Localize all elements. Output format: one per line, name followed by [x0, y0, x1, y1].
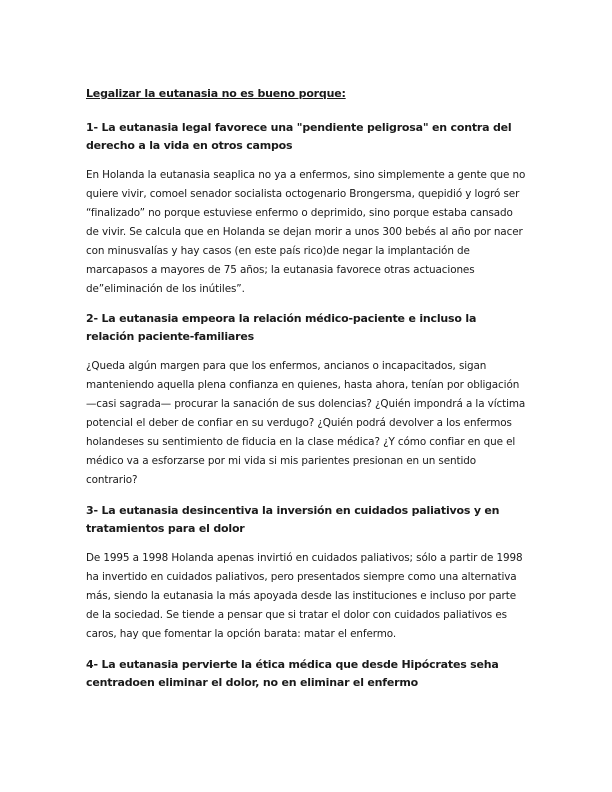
section-2-heading: 2- La eutanasia empeora la relación médico-paciente e incluso la relación paciente-familiares: [86, 312, 477, 343]
section-2-body: ¿Queda algún margen para que los enfermos, ancianos o incapacitados, sigan manteniendo aquella plena confianza en quienes, hasta ahora, tenían por obligación —casi sagrada— procurar la sanación de sus dolencias? ¿Quién impondrá a la víctima potencial el deber de confiar en su verdugo? ¿Quién podrá devolver a los enfermos holandeses su sentimiento de fiducia en la clase médica? ¿Y cómo confiar en que el médico va a esforzarse por mi vida si mis parientes presionan en un sentido contrario?: [86, 360, 526, 486]
section-3-heading: 3- La eutanasia desincentiva la inversión en cuidados paliativos y en tratamientos para el dolor: [86, 504, 500, 535]
section-1-body: En Holanda la eutanasia seaplica no ya a enfermos, sino simplemente a gente que no quiere vivir, comoel senador socialista octogenario Brongersma, quepidió y logró ser “finalizado” no porque estuviese enfermo o deprimido, sino porque estaba cansado de vivir. Se calcula que en Holanda se dejan morir a unos 300 bebés al año por nacer con minusvalías y hay casos (en este país rico)de negar la implantación de marcapasos a mayores de 75 años; la eutanasia favorece otras actuaciones de”eliminación de los inútiles”.: [86, 169, 526, 295]
section-4-heading: 4- La eutanasia pervierte la ética médica que desde Hipócrates seha centradoen eliminar el dolor, no en eliminar el enfermo: [86, 658, 499, 689]
section-1-heading: 1- La eutanasia legal favorece una "pendiente peligrosa" en contra del derecho a la vida en otros campos: [86, 121, 512, 152]
document-title: Legalizar la eutanasia no es bueno porque:: [86, 87, 346, 100]
document-page: [86, 86, 526, 703]
section-3-body: De 1995 a 1998 Holanda apenas invirtió en cuidados paliativos; sólo a partir de 1998 ha invertido en cuidados paliativos, pero presentados siempre como una alternativa más, siendo la eutanasia la más apoyada desde las instituciones e incluso por parte de la sociedad. Se tiende a pensar que si tratar el dolor con cuidados paliativos es caros, hay que fomentar la opción barata: matar el enfermo.: [86, 552, 523, 640]
